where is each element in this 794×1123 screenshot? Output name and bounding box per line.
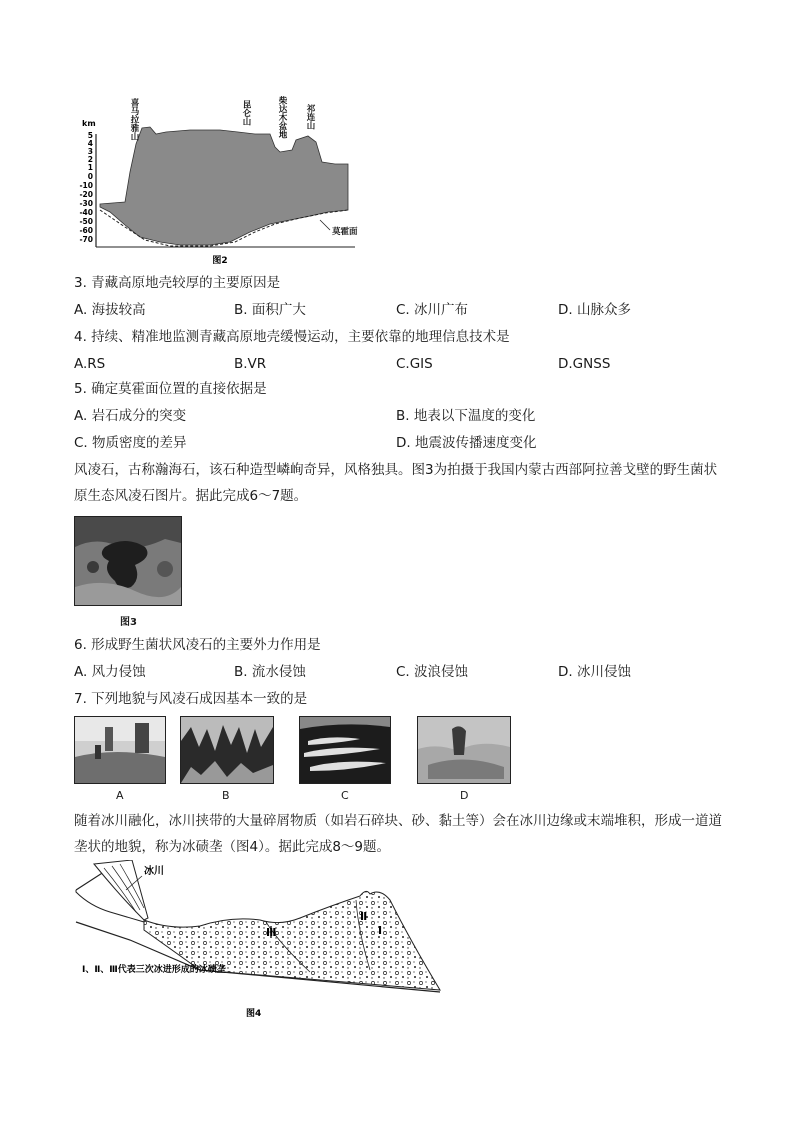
label-kunlun: 昆仑山: [241, 100, 251, 126]
q5-option-c[interactable]: C. 物质密度的差异: [74, 435, 187, 451]
tick: -20: [79, 190, 93, 199]
q6-option-d[interactable]: D. 冰川侵蚀: [558, 664, 631, 680]
question-5-stem: 5. 确定莫霍面位置的直接依据是: [74, 381, 267, 397]
q7-label-d: D: [460, 789, 469, 802]
tick: -10: [79, 181, 93, 190]
label-moho: 莫霍面: [332, 227, 358, 237]
q4-option-b[interactable]: B.VR: [234, 356, 267, 372]
label-moraine-1: Ⅰ: [378, 924, 383, 937]
q7-label-c: C: [341, 789, 349, 802]
label-qilian: 祁连山: [305, 104, 315, 130]
tick: -30: [79, 199, 93, 208]
q6-option-a[interactable]: A. 风力侵蚀: [74, 664, 146, 680]
axis-unit: km: [82, 119, 96, 128]
q5-option-a[interactable]: A. 岩石成分的突变: [74, 408, 187, 424]
axis-ticks: [79, 131, 93, 244]
tick: 1: [87, 163, 93, 172]
figure-2-crust-profile: [70, 92, 370, 267]
q6-option-c[interactable]: C. 波浪侵蚀: [396, 664, 469, 680]
tick: 0: [87, 172, 93, 181]
tick: 2: [87, 155, 93, 164]
tick: -70: [79, 235, 93, 244]
figure-2-caption: 图2: [212, 256, 228, 266]
q4-option-a[interactable]: A.RS: [74, 356, 106, 372]
moraine-deposit: [144, 891, 440, 990]
figure-3-photo: [74, 516, 182, 606]
label-moraine-3: Ⅲ: [266, 926, 277, 939]
tick: -60: [79, 226, 93, 235]
label-qaidam: 柴达木盆地: [277, 96, 287, 139]
figure-4-caption: 图4: [246, 1009, 262, 1019]
figure-4-legend: Ⅰ、Ⅱ、Ⅲ代表三次冰进形成的冰碛垄: [82, 965, 226, 975]
q5-option-d[interactable]: D. 地震波传播速度变化: [396, 435, 537, 451]
figure-3-caption: 图3: [120, 617, 137, 628]
q5-option-b[interactable]: B. 地表以下温度的变化: [396, 408, 536, 424]
q7-photo-d[interactable]: [417, 716, 511, 784]
q7-label-b: B: [222, 789, 230, 802]
label-moraine-2: Ⅱ: [360, 910, 368, 923]
q3-option-c[interactable]: C. 冰川广布: [396, 302, 469, 318]
question-4-stem: 4. 持续、精准地监测青藏高原地壳缓慢运动，主要依靠的地理信息技术是: [74, 329, 510, 345]
tick: -50: [79, 217, 93, 226]
figure-4-moraine-diagram: [70, 860, 450, 1025]
passage-moraine: 随着冰川融化，冰川挟带的大量碎屑物质（如岩石碎块、砂、黏土等）会在冰川边缘或末端堆积，形成一道道垄状的地貌，称为冰碛垄（图4）。据此完成8～9题。: [74, 813, 722, 855]
tick: 4: [87, 139, 93, 148]
question-6-stem: 6. 形成野生菌状风凌石的主要外力作用是: [74, 637, 321, 653]
tick: 3: [87, 147, 93, 156]
q4-option-c[interactable]: C.GIS: [396, 356, 433, 372]
q4-option-d[interactable]: D.GNSS: [558, 356, 611, 372]
label-himalaya: 喜马拉雅山: [129, 98, 139, 141]
question-7-stem: 7. 下列地貌与风凌石成因基本一致的是: [74, 691, 308, 707]
q3-option-a[interactable]: A. 海拔较高: [74, 302, 146, 318]
crust-section: [100, 127, 348, 245]
passage-wind-stone: 风凌石，古称瀚海石，该石种造型嶙峋奇异，风格独具。图3为拍摄于我国内蒙古西部阿拉善戈壁的野生菌状原生态风凌石图片。据此完成6～7题。: [74, 462, 718, 504]
label-glacier: 冰川: [144, 866, 164, 877]
q3-option-b[interactable]: B. 面积广大: [234, 302, 306, 318]
question-3-stem: 3. 青藏高原地壳较厚的主要原因是: [74, 275, 281, 291]
tick: 5: [87, 131, 93, 140]
q7-label-a: A: [116, 789, 124, 802]
q7-photo-c[interactable]: [299, 716, 391, 784]
tick: -40: [79, 208, 93, 217]
q7-photo-a[interactable]: [74, 716, 166, 784]
q6-option-b[interactable]: B. 流水侵蚀: [234, 664, 306, 680]
q3-option-d[interactable]: D. 山脉众多: [558, 302, 631, 318]
q7-photo-b[interactable]: [180, 716, 274, 784]
